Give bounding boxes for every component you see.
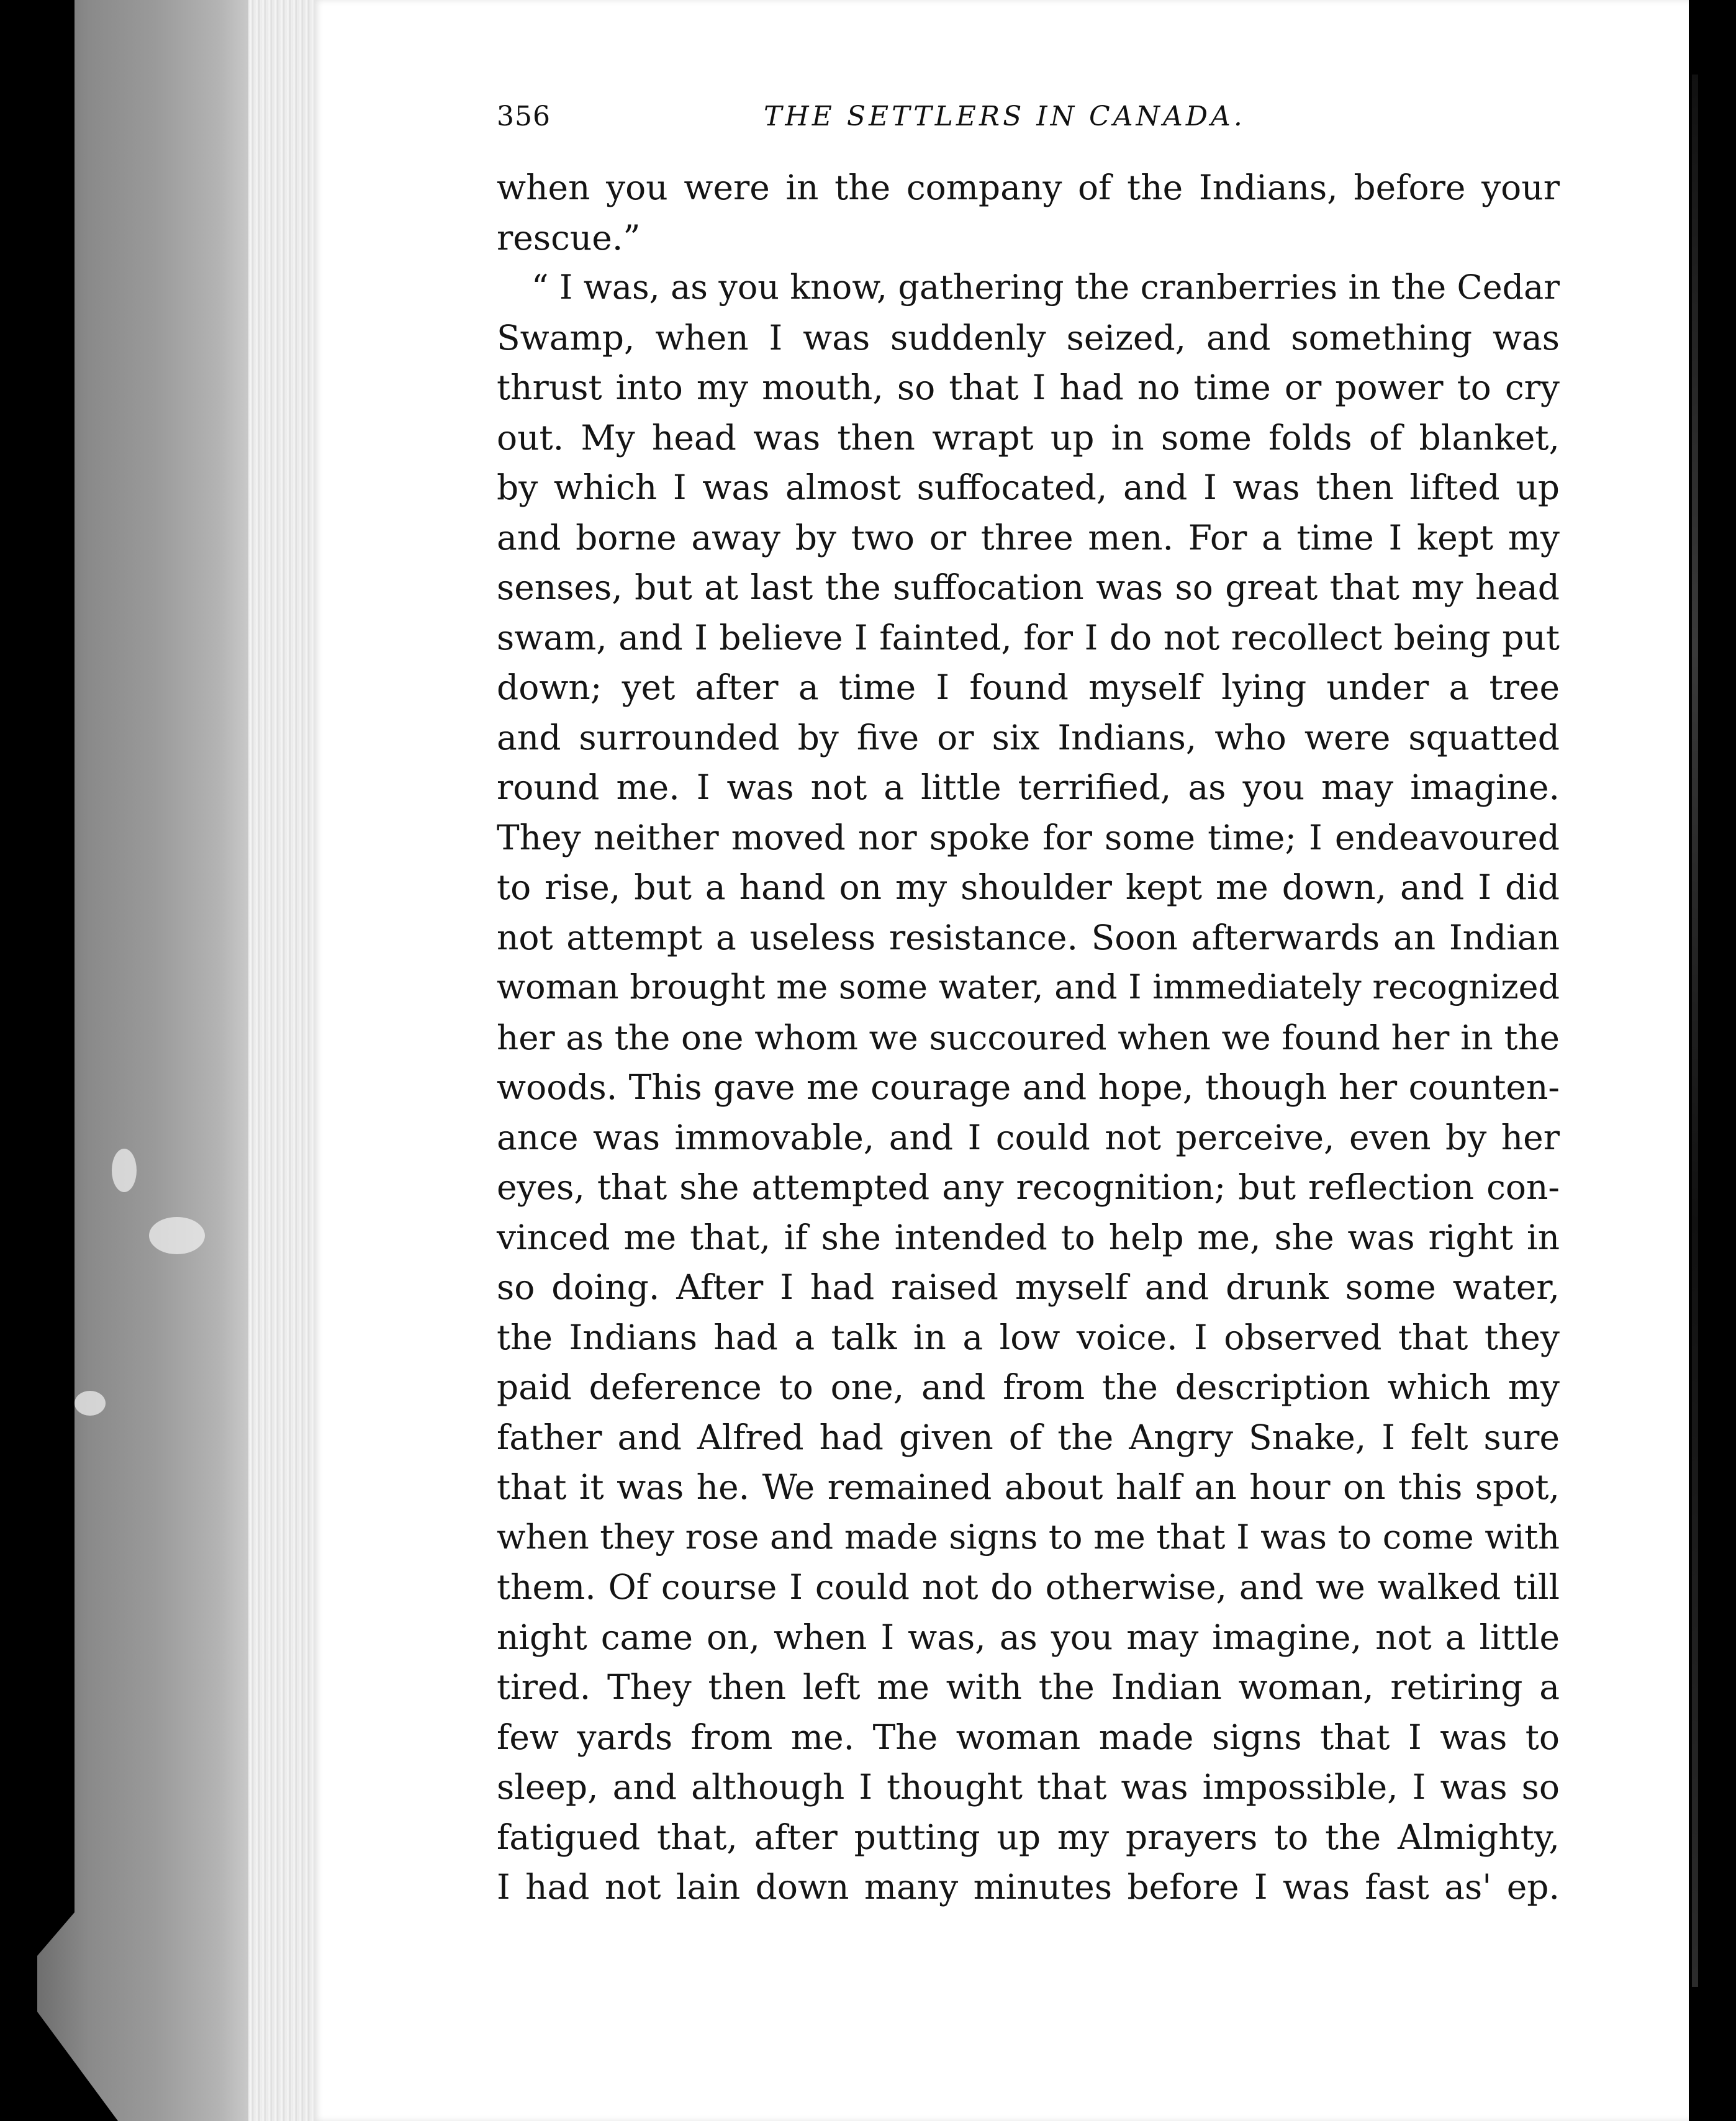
page-stack-edge <box>248 0 317 2121</box>
text-line: that it was he. We remained about half an hour on this spot, <box>497 1467 1560 1507</box>
text-line: by which I was almost suffocated, and I was then lifted up <box>497 468 1560 507</box>
right-edge-shadow <box>1692 75 1698 1987</box>
text-line: paid deference to one, and from the description which my <box>497 1367 1560 1407</box>
text-line: not attempt a useless resistance. Soon afterwards an Indian <box>497 917 1560 957</box>
body-text <box>497 163 1560 1912</box>
running-header <box>497 101 1279 138</box>
text-line: fatigued that, after putting up my prayers to the Almighty, <box>497 1817 1560 1857</box>
text-line: so doing. After I had raised myself and drunk some water, <box>497 1267 1560 1307</box>
text-line: the Indians had a talk in a low voice. I observed that they <box>497 1317 1560 1357</box>
running-title: THE SETTLERS IN CANADA. <box>764 101 1245 132</box>
scan-speck <box>75 1391 106 1416</box>
text-line: her as the one whom we succoured when we found her in the <box>497 1017 1560 1057</box>
text-line: senses, but at last the suffocation was so great that my head <box>497 568 1560 607</box>
text-line: father and Alfred had given of the Angry Snake, I felt sure <box>497 1417 1560 1457</box>
text-line: and surrounded by five or six Indians, who were squatted <box>497 717 1560 758</box>
text-line: ance was immovable, and I could not perceive, even by her <box>497 1117 1560 1157</box>
page-number: 356 <box>497 101 551 132</box>
scan-speck <box>112 1149 137 1192</box>
text-line: tired. They then left me with the Indian woman, retiring a <box>497 1667 1560 1707</box>
text-line: woman brought me some water, and I immediately recognized <box>497 967 1560 1006</box>
text-line: woods. This gave me courage and hope, though her counten- <box>497 1067 1560 1107</box>
text-line: out. My head was then wrapt up in some folds of blanket, <box>497 417 1560 458</box>
text-line: They neither moved nor spoke for some time; I endeavoured <box>497 817 1560 857</box>
text-line: few yards from me. The woman made signs that I was to <box>497 1717 1560 1757</box>
text-line: vinced me that, if she intended to help me, she was right in <box>497 1217 1560 1257</box>
scan-speck <box>149 1217 205 1254</box>
text-line: when they rose and made signs to me that I was to come with <box>497 1517 1560 1557</box>
text-line: round me. I was not a little terrified, as you may imagine. <box>497 767 1560 807</box>
text-line: and borne away by two or three men. For a time I kept my <box>497 517 1560 558</box>
text-line: I had not lain down many minutes before I was fast as' ep. <box>497 1867 1560 1907</box>
text-line: down; yet after a time I found myself lying under a tree <box>497 667 1560 707</box>
text-line: eyes, that she attempted any recognition; but reflection con- <box>497 1167 1560 1207</box>
text-line: when you were in the company of the Indians, before your <box>497 168 1560 207</box>
text-line: sleep, and although I thought that was impossible, I was so <box>497 1767 1560 1807</box>
text-line: rescue.” <box>497 217 641 258</box>
text-line: to rise, but a hand on my shoulder kept me down, and I did <box>497 867 1560 907</box>
text-line: swam, and I believe I fainted, for I do not recollect being put <box>497 617 1560 658</box>
text-line: thrust into my mouth, so that I had no time or power to cry <box>497 368 1560 407</box>
text-line: them. Of course I could not do otherwise, and we walked till <box>497 1567 1560 1607</box>
text-line: Swamp, when I was suddenly seized, and something was <box>497 317 1560 358</box>
text-line: “ I was, as you know, gathering the cranberries in the Cedar <box>531 268 1560 307</box>
text-line: night came on, when I was, as you may imagine, not a little <box>497 1617 1560 1657</box>
